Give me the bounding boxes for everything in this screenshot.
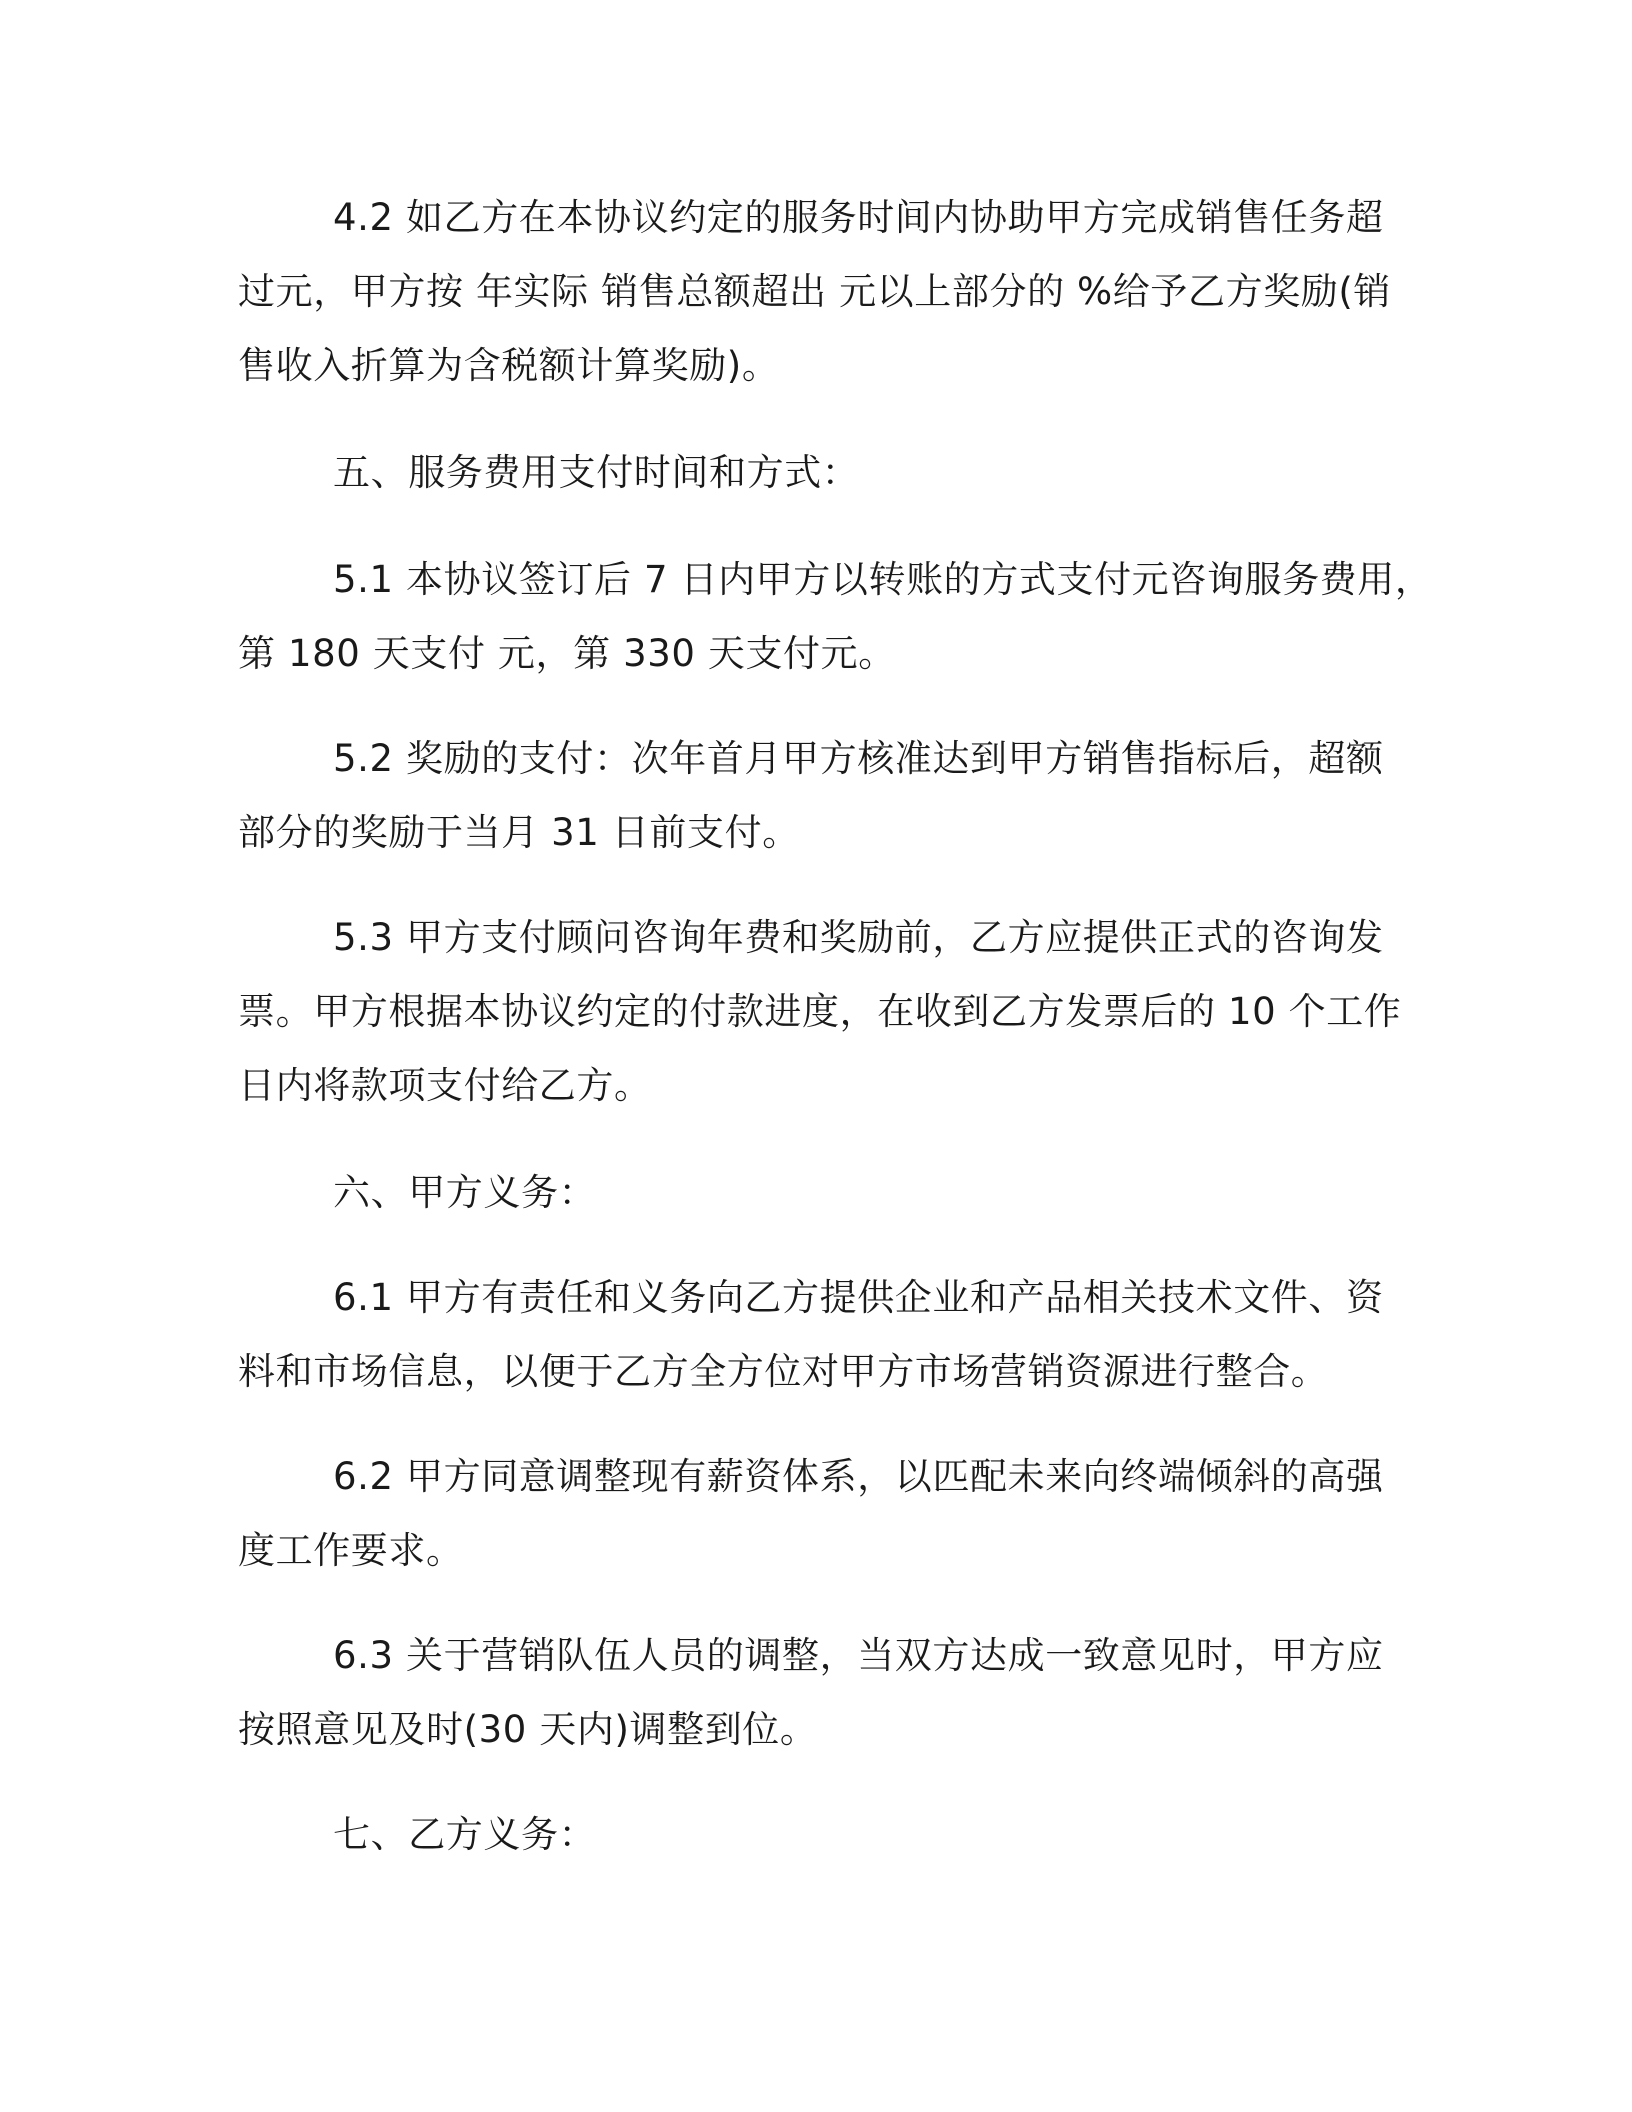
clause-6-1-line-2: 料和市场信息，以便于乙方全方位对甲方市场营销资源进行整合。 [238, 1350, 1329, 1393]
clause-4-2-line-1: 4.2 如乙方在本协议约定的服务时间内协助甲方完成销售任务超 [333, 196, 1384, 239]
clause-5-2-line-2: 部分的奖励于当月 31 日前支付。 [238, 811, 800, 854]
clause-5-3-line-3: 日内将款项支付给乙方。 [238, 1064, 652, 1107]
clause-6-2-line-1: 6.2 甲方同意调整现有薪资体系，以匹配未来向终端倾斜的高强 [333, 1455, 1384, 1498]
clause-4-2-line-2: 过元，甲方按 年实际 销售总额超出 元以上部分的 %给予乙方奖励(销 [238, 270, 1392, 313]
section-7-heading: 七、乙方义务： [333, 1813, 597, 1856]
clause-6-3-line-1: 6.3 关于营销队伍人员的调整，当双方达成一致意见时，甲方应 [333, 1634, 1384, 1677]
clause-6-3-line-2: 按照意见及时(30 天内)调整到位。 [238, 1708, 818, 1751]
clause-5-1-line-2: 第 180 天支付 元，第 330 天支付元。 [238, 632, 896, 675]
clause-6-2-line-2: 度工作要求。 [238, 1529, 464, 1572]
clause-5-3-line-1: 5.3 甲方支付顾问咨询年费和奖励前，乙方应提供正式的咨询发 [333, 916, 1384, 959]
clause-4-2-line-3: 售收入折算为含税额计算奖励)。 [238, 344, 780, 387]
clause-6-1-line-1: 6.1 甲方有责任和义务向乙方提供企业和产品相关技术文件、资 [333, 1276, 1384, 1319]
section-6-heading: 六、甲方义务： [333, 1171, 597, 1214]
clause-5-3-line-2: 票。甲方根据本协议约定的付款进度，在收到乙方发票后的 10 个工作 [238, 990, 1402, 1033]
clause-5-1-line-1: 5.1 本协议签订后 7 日内甲方以转账的方式支付元咨询服务费用， [333, 558, 1433, 601]
section-5-heading: 五、服务费用支付时间和方式： [333, 451, 860, 494]
clause-5-2-line-1: 5.2 奖励的支付：次年首月甲方核准达到甲方销售指标后，超额 [333, 737, 1384, 780]
